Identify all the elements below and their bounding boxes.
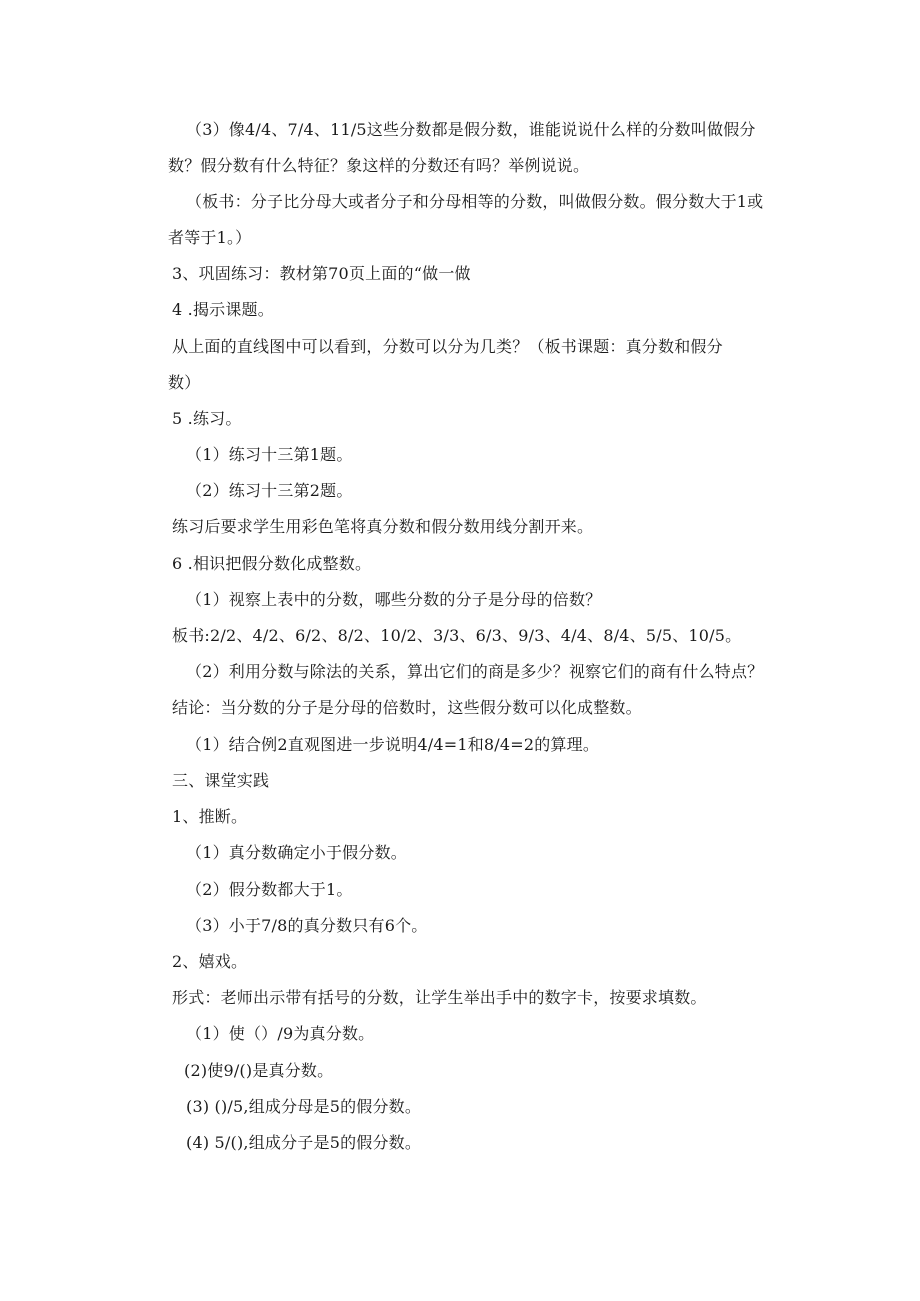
text-line: （1）使（）/9为真分数。 [186, 1024, 375, 1043]
text-line: 形式：老师出示带有括号的分数，让学生举出手中的数字卡，按要求填数。 [172, 988, 707, 1007]
text-line: 数） [168, 373, 201, 392]
text-line: 数？假分数有什么特征？象这样的分数还有吗？举例说说。 [168, 156, 590, 175]
text-line: （2）利用分数与除法的关系，算出它们的商是多少？视察它们的商有什么特点？ [186, 662, 764, 681]
text-line: 3、巩固练习：教材第70页上面的“做一做 [172, 264, 471, 283]
text-line: （3）小于7/8的真分数只有6个。 [186, 916, 428, 935]
text-line: （板书：分子比分母大或者分子和分母相等的分数，叫做假分数。假分数大于1或 [186, 192, 764, 211]
text-line: 1、推断。 [172, 807, 248, 826]
text-line: 结论：当分数的分子是分母的倍数时，这些假分数可以化成整数。 [172, 698, 642, 717]
text-line: （1）练习十三第1题。 [186, 445, 353, 464]
text-line: 2、嬉戏。 [172, 952, 248, 971]
text-line: 练习后要求学生用彩色笔将真分数和假分数用线分割开来。 [172, 517, 594, 536]
text-line: 5 .练习。 [172, 409, 242, 428]
text-line: 从上面的直线图中可以看到，分数可以分为几类？（板书课题：真分数和假分 [172, 337, 723, 356]
text-line: 4 .揭示课题。 [172, 300, 274, 319]
text-line: 者等于1。） [168, 228, 252, 247]
text-line: （2）假分数都大于1。 [186, 880, 353, 899]
section-heading: 三、课堂实践 [172, 771, 270, 790]
text-line: (2)使9/()是真分数。 [184, 1061, 334, 1080]
text-line: （1）视察上表中的分数，哪些分数的分子是分母的倍数？ [186, 590, 602, 609]
text-line: (4) 5/(),组成分子是5的假分数。 [186, 1133, 422, 1152]
text-line: 板书:2/2、4/2、6/2、8/2、10/2、3/3、6/3、9/3、4/4、8/4、5/5、10/5。 [172, 626, 742, 645]
text-line: (3) ()/5,组成分母是5的假分数。 [186, 1097, 422, 1116]
text-line: （1）结合例2直观图进一步说明4/4=1和8/4=2的算理。 [186, 735, 600, 754]
text-line: （1）真分数确定小于假分数。 [186, 843, 407, 862]
text-line: （2）练习十三第2题。 [186, 481, 353, 500]
text-line: 6 .相识把假分数化成整数。 [172, 554, 372, 573]
text-line: （3）像4/4、7/4、11/5这些分数都是假分数，谁能说说什么样的分数叫做假分 [186, 120, 756, 139]
